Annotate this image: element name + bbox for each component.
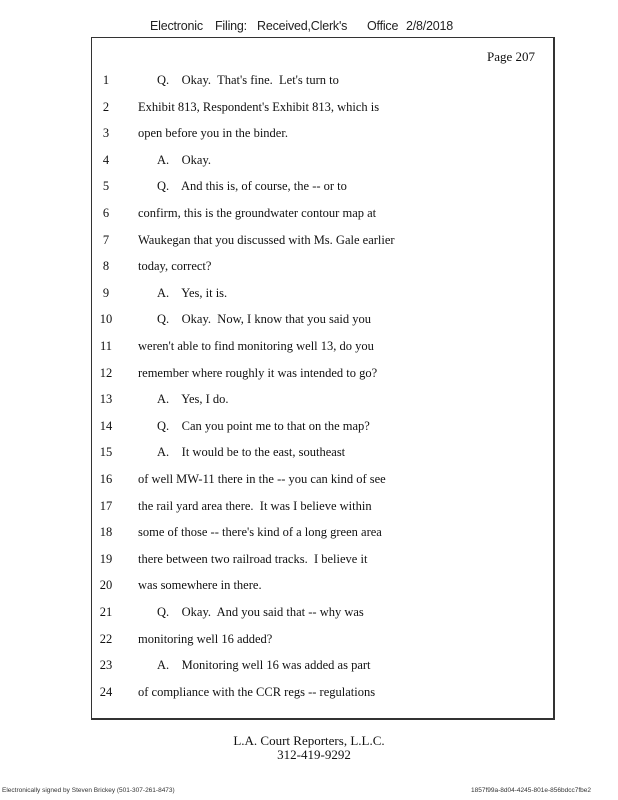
line-text: weren't able to find monitoring well 13, do you — [138, 339, 374, 353]
line-text: A. Yes, it is. — [157, 285, 228, 300]
line-number: 23 — [99, 658, 113, 673]
line-number: 17 — [99, 498, 113, 513]
line-text: A. Monitoring well 16 was added as part — [157, 658, 371, 673]
transcript-line — [0, 153, 618, 171]
line-text: there between two railroad tracks. I believe it — [138, 551, 368, 566]
line-text: of well MW-11 there in the -- you can kind of see — [138, 472, 386, 486]
transcript-line — [0, 472, 618, 490]
line-number: 2 — [102, 99, 110, 114]
line-number: 7 — [102, 232, 110, 247]
transcript-line — [0, 73, 618, 91]
line-number: 3 — [102, 126, 110, 141]
header-date: 2/8/2018 — [406, 19, 454, 33]
transcript-line — [0, 552, 618, 570]
line-text: Q. Can you point me to that on the map? — [157, 418, 370, 433]
line-text: Q. Okay. That's fine. Let's turn to — [157, 73, 339, 87]
line-text: the rail yard area there. It was I believe within — [138, 498, 372, 513]
line-text: today, correct? — [138, 259, 212, 274]
line-text: some of those -- there's kind of a long green area — [138, 525, 382, 540]
page-number: Page 207 — [487, 49, 536, 64]
transcript-line — [0, 525, 618, 543]
line-number: 20 — [99, 578, 113, 593]
transcript-line — [0, 605, 618, 623]
line-number: 22 — [99, 631, 113, 646]
header-word-filing: Filing: — [215, 19, 247, 33]
transcript-line — [0, 419, 618, 437]
line-text: Q. Okay. Now, I know that you said you — [157, 312, 371, 327]
line-text: A. It would be to the east, southeast — [157, 445, 346, 460]
line-number: 9 — [102, 285, 110, 300]
line-number: 10 — [99, 312, 113, 327]
line-text: Q. Okay. And you said that -- why was — [157, 605, 364, 619]
line-number: 12 — [99, 365, 113, 380]
court-reporter-name: L.A. Court Reporters, L.L.C. — [233, 733, 385, 748]
transcript-line — [0, 259, 618, 277]
line-text: A. Yes, I do. — [157, 392, 229, 407]
line-number: 8 — [102, 259, 110, 274]
document-hash: 1857f99a-8d04-4245-801e-856bdcc7fbe2 — [471, 787, 591, 794]
line-number: 11 — [99, 339, 113, 353]
transcript-line — [0, 100, 618, 118]
transcript-line — [0, 312, 618, 330]
line-text: was somewhere in there. — [138, 578, 262, 593]
line-text: Exhibit 813, Respondent's Exhibit 813, which is — [138, 99, 380, 114]
transcript-line — [0, 366, 618, 384]
line-number: 4 — [102, 152, 110, 167]
transcript-line — [0, 179, 618, 197]
line-text: of compliance with the CCR regs -- regulations — [138, 684, 376, 699]
transcript-line — [0, 499, 618, 517]
line-text: remember where roughly it was intended to go? — [138, 365, 378, 380]
transcript-line — [0, 126, 618, 144]
filing-stamp-header — [0, 19, 618, 37]
transcript-line — [0, 632, 618, 650]
line-number: 21 — [99, 605, 113, 619]
line-number: 1 — [102, 73, 110, 87]
transcript-line — [0, 685, 618, 703]
line-number: 14 — [99, 418, 113, 433]
line-text: Q. And this is, of course, the -- or to — [157, 179, 347, 194]
line-text: Waukegan that you discussed with Ms. Gale earlier — [138, 232, 395, 247]
line-number: 6 — [102, 206, 110, 220]
line-number: 15 — [99, 445, 113, 460]
transcript-line — [0, 286, 618, 304]
line-number: 16 — [99, 472, 113, 486]
line-number: 18 — [99, 525, 113, 540]
transcript-line — [0, 233, 618, 251]
line-text: monitoring well 16 added? — [138, 631, 273, 646]
transcript-line — [0, 339, 618, 357]
line-number: 24 — [99, 684, 113, 699]
court-reporter-phone: 312-419-9292 — [277, 747, 351, 762]
line-text: confirm, this is the groundwater contour map at — [138, 206, 377, 220]
line-text: A. Okay. — [157, 152, 212, 167]
line-text: open before you in the binder. — [138, 126, 288, 141]
header-word-office: Office — [367, 19, 399, 33]
header-word-electronic: Electronic — [150, 19, 203, 33]
transcript-line — [0, 392, 618, 410]
transcript-line — [0, 206, 618, 224]
line-number: 13 — [99, 392, 113, 407]
transcript-line — [0, 658, 618, 676]
line-number: 19 — [99, 551, 113, 566]
line-number: 5 — [102, 179, 110, 194]
transcript-line — [0, 578, 618, 596]
transcript-line — [0, 445, 618, 463]
header-word-received: Received,Clerk's — [257, 19, 348, 33]
electronic-signature-note: Electronically signed by Steven Brickey (501-307-261-8473) — [2, 787, 175, 794]
